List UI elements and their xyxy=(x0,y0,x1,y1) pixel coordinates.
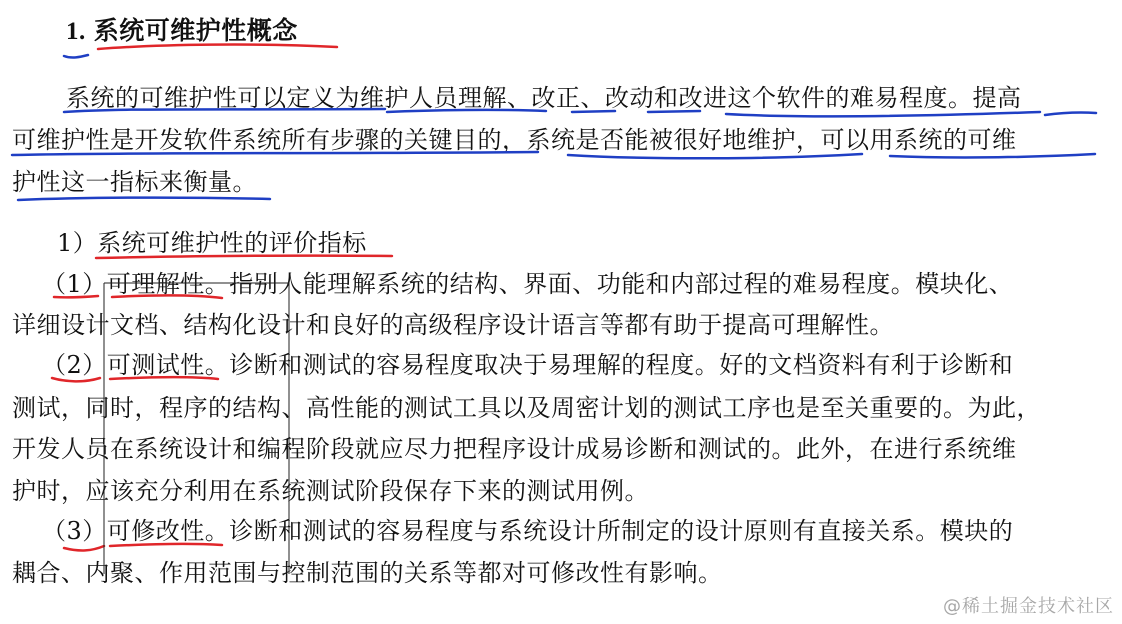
paragraph-line: 可维护性是开发软件系统所有步骤的关键目的，系统是否能被很好地维护，可以用系统的可维 xyxy=(12,126,1017,154)
item-1-line: （1）可理解性。指别人能理解系统的结构、界面、功能和内部过程的难易程度。模块化、 xyxy=(42,270,1014,298)
blue-underline-icon xyxy=(64,55,88,58)
subheading: 1）系统可维护性的评价指标 xyxy=(57,229,367,257)
section-heading xyxy=(66,15,298,48)
section-number: 1. xyxy=(66,18,86,45)
item-3-line: （3）可修改性。诊断和测试的容易程度与系统设计所制定的设计原则有直接关系。模块的 xyxy=(42,517,1014,545)
blue-underline-icon xyxy=(1045,113,1096,115)
item-2-line: 护时，应该充分利用在系统测试阶段保存下来的测试用例。 xyxy=(12,477,649,505)
item-1-line: 详细设计文档、结构化设计和良好的高级程序设计语言等都有助于提高可理解性。 xyxy=(12,311,894,339)
paragraph-line: 系统的可维护性可以定义为维护人员理解、改正、改动和改进这个软件的难易程度。提高 xyxy=(66,84,1022,112)
item-2-line: 开发人员在系统设计和编程阶段就应尽力把程序设计成易诊断和测试的。此外，在进行系统维 xyxy=(12,435,1017,463)
section-title: 系统可维护性概念 xyxy=(93,16,298,45)
paragraph-line: 护性这一指标来衡量。 xyxy=(12,168,257,196)
item-3-line: 耦合、内聚、作用范围与控制范围的关系等都对可修改性有影响。 xyxy=(12,559,723,587)
item-2-line: 测试，同时，程序的结构、高性能的测试工具以及周密计划的测试工序也是至关重要的。为此， xyxy=(12,394,1041,422)
watermark: @稀土掘金技术社区 xyxy=(943,596,1114,617)
item-2-line: （2）可测试性。诊断和测试的容易程度取决于易理解的程度。好的文档资料有利于诊断和 xyxy=(42,351,1014,379)
